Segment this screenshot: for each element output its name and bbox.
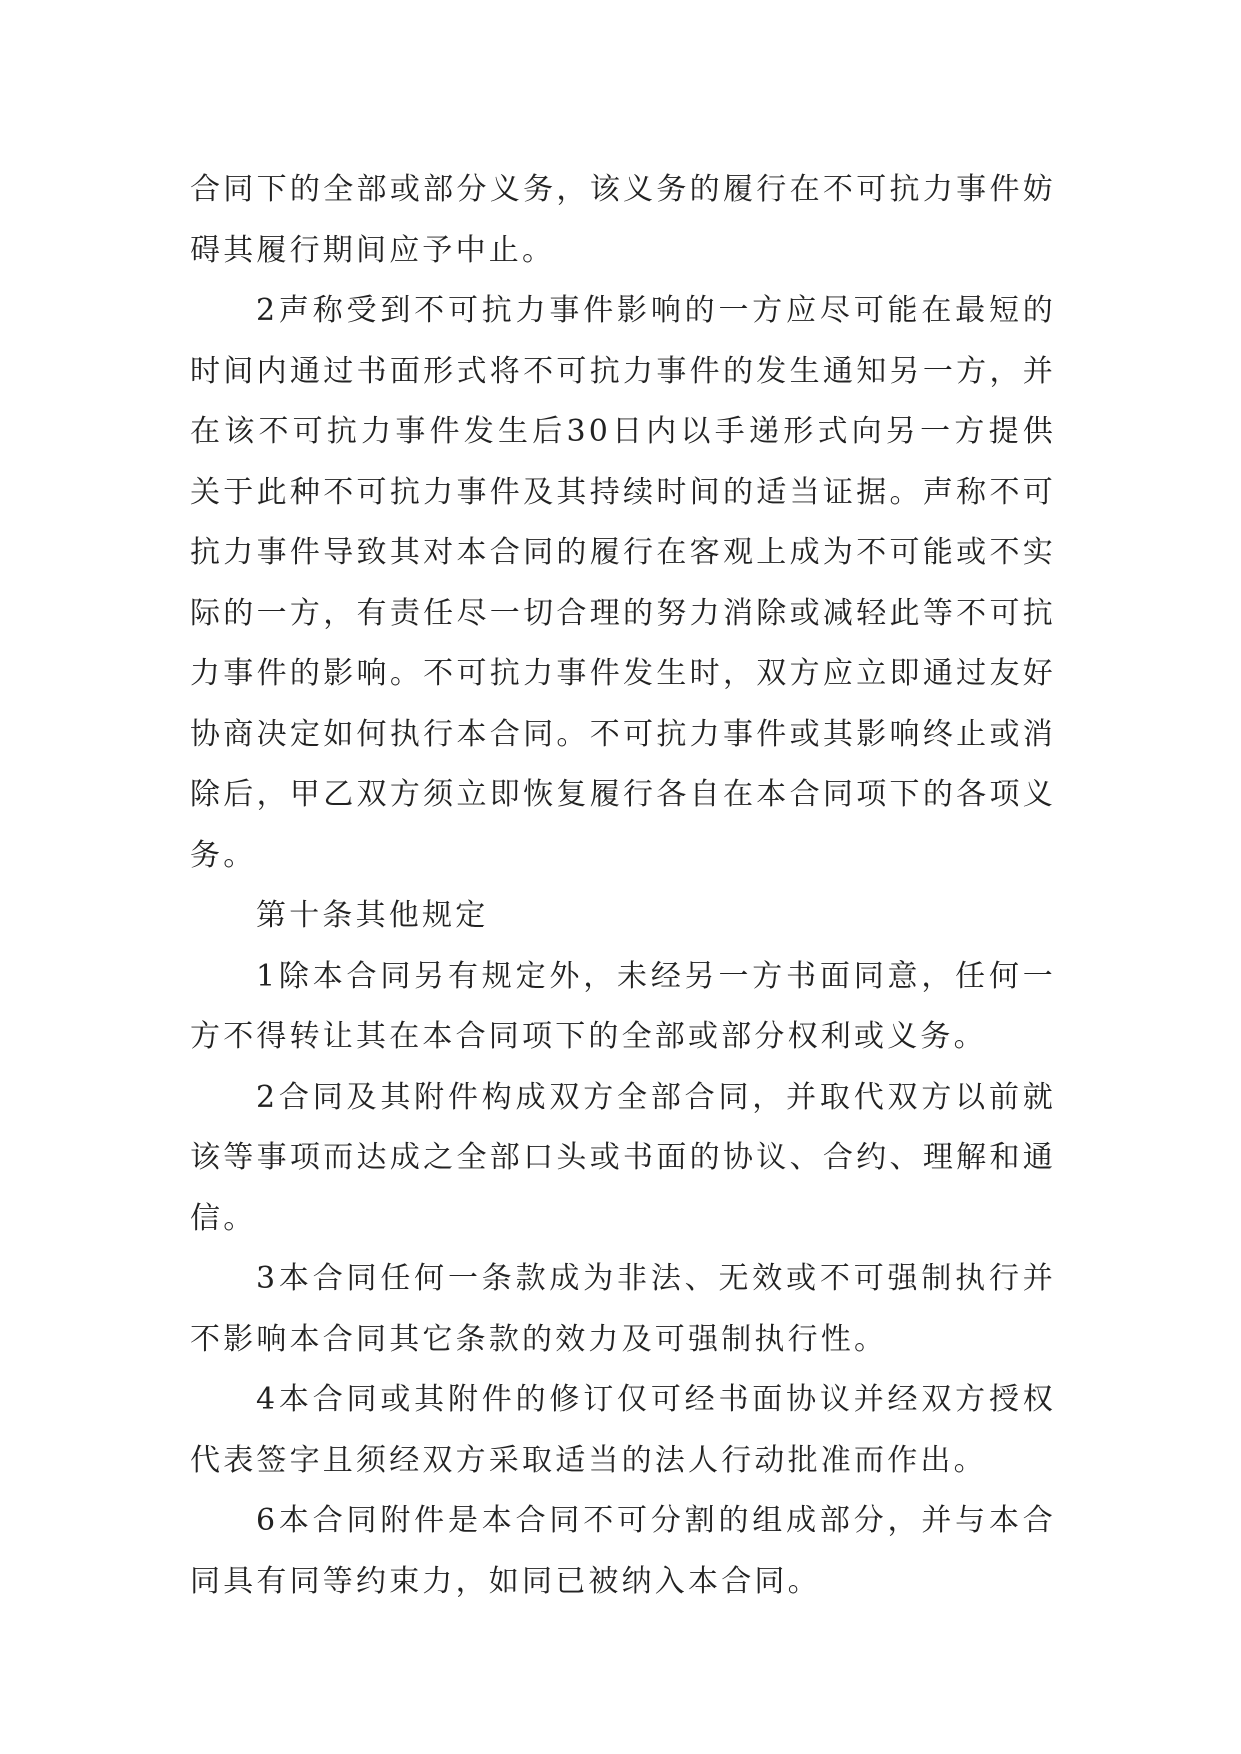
paragraph-clause-4-amendment: 4本合同或其附件的修订仅可经书面协议并经双方授权代表签字且须经双方采取适当的法人行动批准而作出。 [190, 1382, 1056, 1478]
paragraph-force-majeure-suspension: 合同下的全部或部分义务，该义务的履行在不可抗力事件妨碍其履行期间应予中止。 [190, 172, 1056, 268]
section-heading-article-10: 第十条其他规定 [256, 898, 489, 933]
paragraph-clause-2-entire-agreement: 2合同及其附件构成双方全部合同，并取代双方以前就该等事项而达成之全部口头或书面的协议、合约、理解和通信。 [190, 1079, 1056, 1236]
paragraph-clause-3-severability: 3本合同任何一条款成为非法、无效或不可强制执行并不影响本合同其它条款的效力及可强制执行性。 [190, 1261, 1056, 1357]
document-page [190, 160, 1056, 1612]
paragraph-clause-6-annexes: 6本合同附件是本合同不可分割的组成部分，并与本合同具有同等约束力，如同已被纳入本合同。 [190, 1503, 1056, 1599]
paragraph-force-majeure-notice: 2声称受到不可抗力事件影响的一方应尽可能在最短的时间内通过书面形式将不可抗力事件的发生通知另一方，并在该不可抗力事件发生后30日内以手递形式向另一方提供关于此种不可抗力事件及其持续时间的适当证据。声称不可抗力事件导致其对本合同的履行在客观上成为不可能或不实际的一方，有责任尽一切合理的努力消除或减轻此等不可抗力事件的影响。不可抗力事件发生时，双方应立即通过友好协商决定如何执行本合同。不可抗力事件或其影响终止或消除后，甲乙双方须立即恢复履行各自在本合同项下的各项义务。 [190, 293, 1056, 873]
paragraph-clause-1-assignment: 1除本合同另有规定外，未经另一方书面同意，任何一方不得转让其在本合同项下的全部或部分权利或义务。 [190, 958, 1056, 1054]
